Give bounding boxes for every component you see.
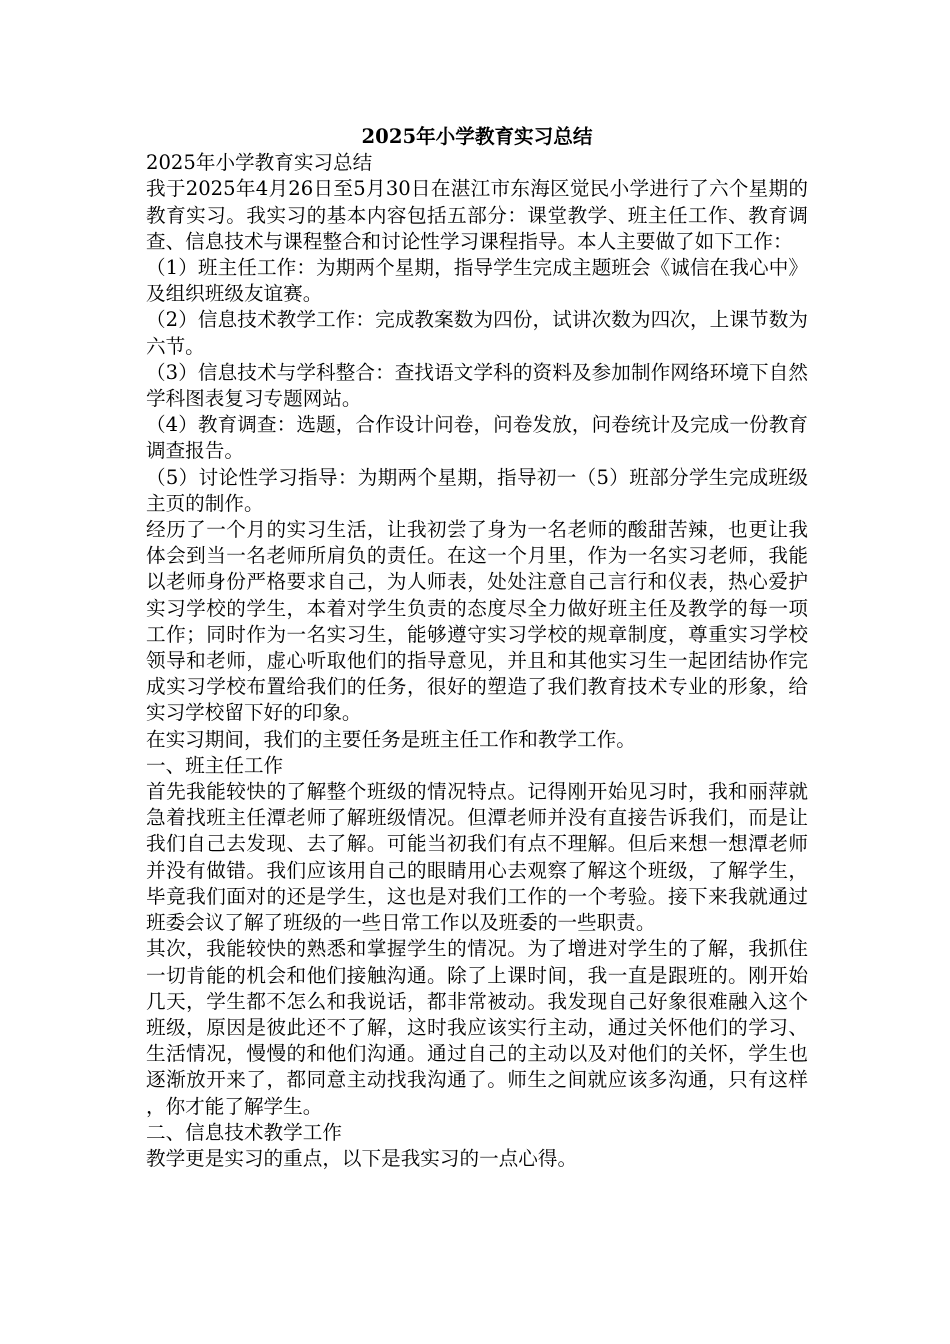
paragraph-intro: 我于2025年4月26日至5月30日在湛江市东海区觉民小学进行了六个星期的教育实习。我实习的基本内容包括五部分：课堂教学、班主任工作、教育调查、信息技术与课程整合和讨论性学习课程指导。本人主要做了如下工作：: [146, 177, 808, 253]
paragraph-item-5: （5）讨论性学习指导：为期两个星期，指导初一（5）班部分学生完成班级主页的制作。: [146, 465, 808, 515]
paragraph-class-situation: 首先我能较快的了解整个班级的情况特点。记得刚开始见习时，我和丽萍就急着找班主任潭老师了解班级情况。但潭老师并没有直接告诉我们，而是让我们自己去发现、去了解。可能当初我们有点不理解。但后来想一想潭老师并没有做错。我们应该用自己的眼睛用心去观察了解这个班级，了解学生，毕竟我们面对的还是学生，这也是对我们工作的一个考验。接下来我就通过班委会议了解了班级的一些日常工作以及班委的一些职责。: [146, 780, 808, 935]
paragraph-teaching-intro: 教学更是实习的重点，以下是我实习的一点心得。: [146, 1146, 578, 1170]
document-body: [146, 124, 808, 1172]
paragraph-item-2: （2）信息技术教学工作：完成教案数为四份，试讲次数为四次，上课节数为六节。: [146, 308, 808, 358]
section-heading-2: 二、信息技术教学工作: [146, 1120, 342, 1144]
paragraph-student-situation: 其次，我能较快的熟悉和掌握学生的情况。为了增进对学生的了解，我抓住一切肯能的机会和他们接触沟通。除了上课时间，我一直是跟班的。刚开始几天，学生都不怎么和我说话，都非常被动。我发现自己好象很难融入这个班级，原因是彼此还不了解，这时我应该实行主动，通过关怀他们的学习、生活情况，慢慢的和他们沟通。通过自己的主动以及对他们的关怀，学生也逐渐放开来了，都同意主动找我沟通了。师生之间就应该多沟通，只有这样，你才能了解学生。: [146, 937, 808, 1118]
paragraph-item-1: （1）班主任工作：为期两个星期，指导学生完成主题班会《诚信在我心中》及组织班级友谊赛。: [146, 256, 808, 306]
paragraph-subtitle: 2025年小学教育实习总结: [146, 151, 373, 175]
paragraph-item-4: （4）教育调查：选题，合作设计问卷，问卷发放，问卷统计及完成一份教育调查报告。: [146, 413, 808, 463]
paragraph-main-tasks: 在实习期间，我们的主要任务是班主任工作和教学工作。: [146, 727, 636, 751]
document-title: 2025年小学教育实习总结: [361, 125, 593, 148]
paragraph-item-3: （3）信息技术与学科整合：查找语文学科的资料及参加制作网络环境下自然学科图表复习专题网站。: [146, 360, 808, 411]
paragraph-experience: 经历了一个月的实习生活，让我初尝了身为一名老师的酸甜苦辣，也更让我体会到当一名老师所肩负的责任。在这一个月里，作为一名实习老师，我能以老师身份严格要求自己，为人师表，处处注意自己言行和仪表，热心爱护实习学校的学生，本着对学生负责的态度尽全力做好班主任及教学的每一项工作；同时作为一名实习生，能够遵守实习学校的规章制度，尊重实习学校领导和老师，虚心听取他们的指导意见，并且和其他实习生一起团结协作完成实习学校布置给我们的任务，很好的塑造了我们教育技术专业的形象，给实习学校留下好的印象。: [146, 518, 808, 725]
section-heading-1: 一、班主任工作: [146, 753, 284, 777]
